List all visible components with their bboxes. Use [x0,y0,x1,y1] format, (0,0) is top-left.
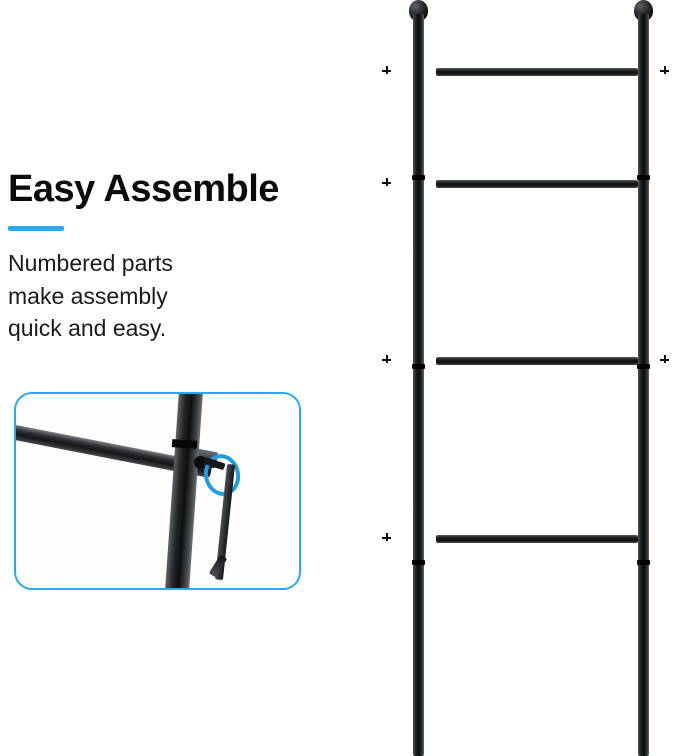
locking-pin [199,458,245,578]
connector-stem-2 [386,178,388,186]
subcopy-line-2: make assembly [8,282,168,309]
accent-divider [8,226,64,231]
left-vertical-pole [413,14,424,756]
assembly-detail-photo [14,392,301,590]
right-pole-joint-3 [637,560,650,565]
subcopy-line-3: quick and easy. [8,315,167,342]
table-row [436,535,638,543]
connector-stem-5 [664,66,666,74]
marketing-copy-block [8,170,358,345]
marketing-subcopy [8,247,358,345]
product-image [370,0,679,756]
pin-segment-top [202,457,225,470]
table-row [436,357,638,365]
table-row [436,180,638,188]
connector-stem-3 [386,355,388,363]
connector-stem-4 [386,533,388,541]
right-pole-joint-2 [637,364,650,369]
subcopy-line-1: Numbered parts [8,249,173,276]
connector-stem-1 [386,66,388,74]
left-pole-joint-3 [412,560,425,565]
left-pole-joint-1 [412,175,425,180]
connector-stem-6 [664,355,666,363]
page-title: Easy Assemble [8,168,279,210]
vertical-pole [165,392,204,590]
pole-joint [172,439,197,449]
right-pole-joint-1 [637,175,650,180]
detail-photo-inner [16,394,299,588]
left-pole-joint-2 [412,364,425,369]
table-row [436,68,638,76]
right-vertical-pole [638,14,649,756]
